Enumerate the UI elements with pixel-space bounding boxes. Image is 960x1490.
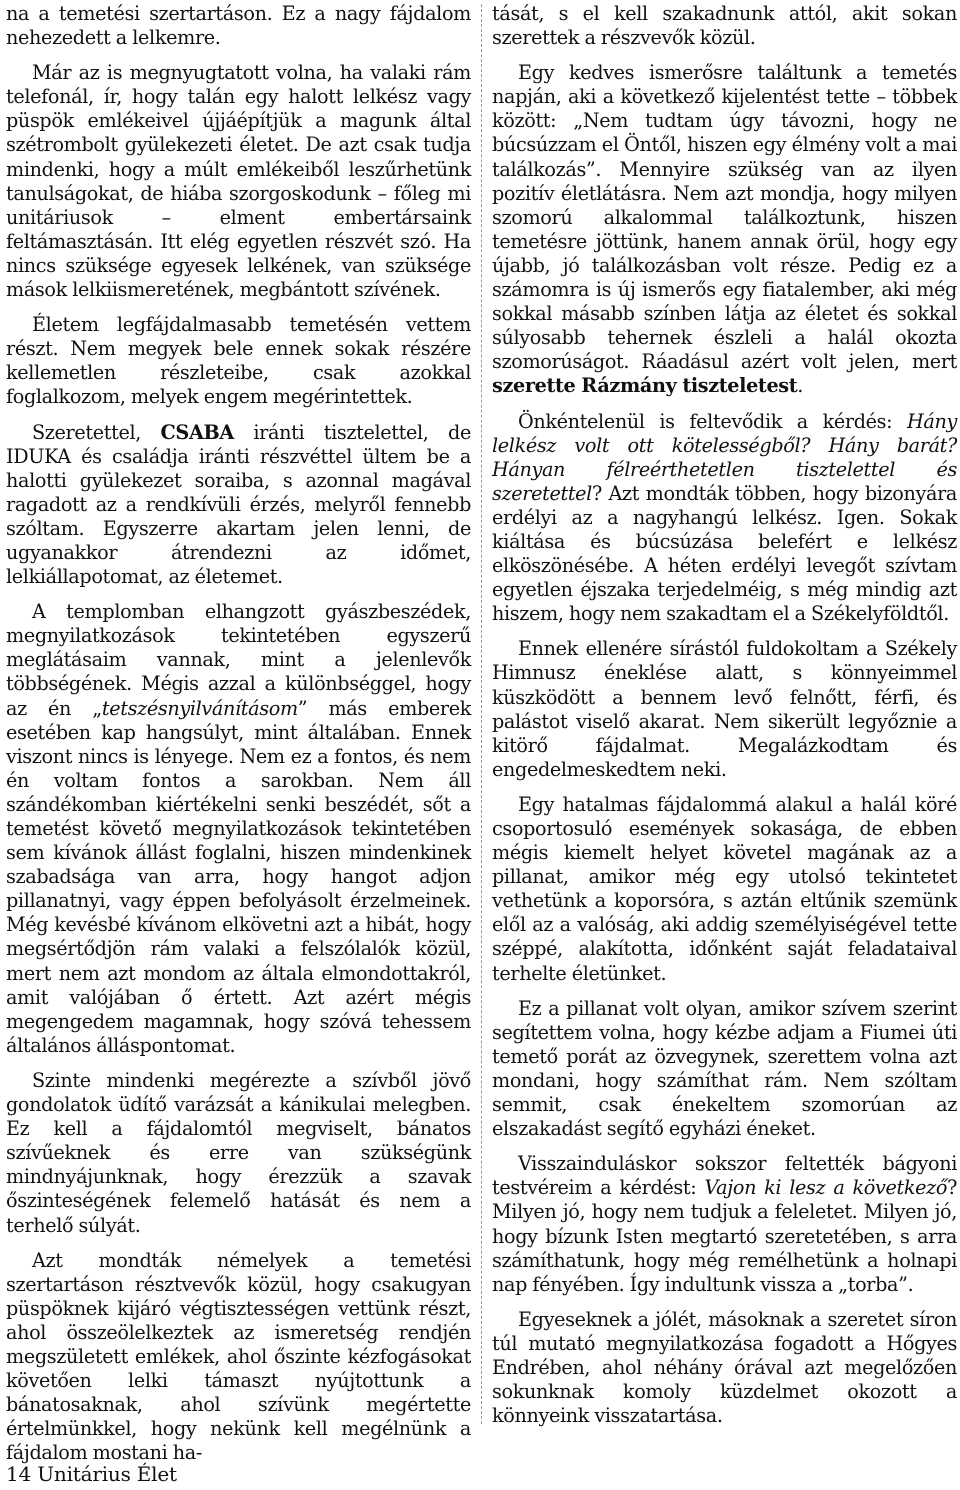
paragraph: na a temetési szertartáson. Ez a nagy fájdalom nehezedett a lelkemre.: [6, 2, 471, 50]
bold-phrase: szerette Rázmány tiszteletest: [492, 374, 798, 398]
paragraph: Egyeseknek a jólét, másoknak a szeretet síron túl mutató megnyilatkozása fogadott a Hőgyes Endrében, ahol néhány órával azt megelőzően sokunknak komoly küzdelmet okozott a könnyeink visszatartása.: [492, 1307, 957, 1428]
paragraph: tását, s el kell szakadnunk attól, akit sokan szerettek a részvevők közül.: [492, 2, 957, 50]
bold-name: CSABA: [160, 420, 234, 444]
text-span: Visszainduláskor sokszor feltették bágyoni testvéreim a kérdést:: [492, 1152, 957, 1200]
paragraph: [492, 1152, 957, 1297]
paragraph: [492, 410, 957, 627]
text-span: Szeretettel,: [32, 420, 161, 444]
page-footer: [6, 1462, 177, 1486]
paragraph: Ez a pillanat volt olyan, amikor szívem szerint segítettem volna, hogy kézbe adjam a Fiumei úti temető porát az özvegynek, szerettem volna azt mondani, hogy számíthat rám. Nem szóltam semmit, csak énekeltem szomorúan az elszakadást segítő egyházi éneket.: [492, 996, 957, 1141]
publication-name: Unitárius Élet: [37, 1462, 177, 1486]
text-span: ? Milyen jó, hogy nem tudjuk a feleletet. Milyen jó, hogy bízunk Isten megtartó szeretetében, s arra számíthatunk, hogy még remélhetünk a holnapi nap fényében. Így indultunk vissza a „torba”.: [492, 1176, 957, 1296]
paragraph: Azt mondták némelyek a temetési szertartáson résztvevők közül, hogy csakugyan püspöknek kijáró végtisztességen vettünk részt, ahol összeölelkeztek az ismeretség rendjén megszületett emlékek, ahol őszinte kézfogásokat követően lelki támaszt nyújtottunk a bánatosaknak, ahol szívünk megértette értelmünkkel, hogy nekünk kell megélnünk a fájdalom mostani ha-: [6, 1248, 471, 1465]
italic-question: Vajon ki lesz a következő: [704, 1176, 948, 1200]
paragraph: Már az is megnyugtatott volna, ha valaki rám telefonál, ír, hogy talán egy halott lelkész vagy püspök emlékeivel újjáépítjük a magunk által szétrombolt gyülekezeti életet. De azt csak tudja mindenki, hogy a múlt emlékeiből leszűrhetünk tanulságokat, de hiába szorgoskodunk – főleg mi unitáriusok – elment embertársaink feltámasztásán. Itt elég egyetlen részvét szó. Ha nincs szüksége egyesek lelkének, van szüksége mások lelkiismeretének, megbántott szívének.: [6, 61, 471, 302]
paragraph: Szinte mindenki megérezte a szívből jövő gondolatok üdítő varázsát a kánikulai melegben. Ez kell a fájdalomtól megviselt, bánatos szívűeknek és erre van szükségünk mindnyájunknak, hogy érezzük a szavak őszinteségének felemelő hatását és nem a terhelő súlyát.: [6, 1068, 471, 1237]
paragraph: Életem legfájdalmasabb temetésén vettem részt. Nem megyek bele ennek sokak részére kellemetlen részleteibe, csak azokkal foglalkozom, melyek engem megérintettek.: [6, 313, 471, 409]
text-span: ? Azt mondták többen, hogy bizonyára erdélyi az a nagyhangú lelkész. Igen. Sokak kiáltása és búcsúzása belefért e lelkész elköszönésébe. A héten erdélyi levegőt szívtam egyetlen éjszaka terjedelméig, s még mindig azt hiszem, hogy nem szakadtam el a Székelyföldtől.: [492, 481, 957, 626]
paragraph: Egy hatalmas fájdalommá alakul a halál köré csoportosuló események sokasága, de ebben mégis kiemelt helyet követel magának az a pillanat, amikor még egy utolsó tekintetet vethetünk a koporsóra, s aztán eltűnik szemünk elől az a valóság, aki addig személyiségével tette széppé, alakította, időnként saját feladataival terhelte életünket.: [492, 792, 957, 985]
paragraph: [6, 600, 471, 1058]
paragraph: [6, 421, 471, 590]
paragraph: [492, 61, 957, 398]
page-number: 14: [6, 1462, 32, 1486]
text-span: iránti tisztelettel, de IDUKA és családja iránti részvéttel ültem be a halotti gyülekezet soraiba, s azonnal magával ragadott az a rendkívüli érzés, melyről fennebb szóltam. Egyszerre akartam jelen lenni, de ugyanakkor átrendezni az időmet, lelkiállapotomat, az életemet.: [6, 420, 471, 589]
text-span: .: [797, 374, 804, 398]
text-span: Egy kedves ismerősre találtunk a temetés napján, aki a következő kijelentést tette – többek között: „Nem tudtam úgy távozni, hogy ne búcsúzzam el Öntől, hiszen egy élmény volt a mai találkozás”. Mennyire szükség van az ilyen pozitív életlátásra. Nem azt mondja, hogy milyen szomorú alkalommal találkoztunk, hiszen temetésre jöttünk, hanem annak örül, hogy egy újabb, jó találkozásban volt része. Pedig ez a számomra is új ismerős egy fiatalember, aki még sokkal másabb színben látja az életet és sokkal súlyosabb tehernek észleli a halál okozta szomorúságot. Ráadásul azért volt jelen, mert: [492, 61, 957, 374]
text-span: Önkéntelenül is feltevődik a kérdés:: [518, 409, 908, 433]
right-column: [492, 2, 957, 1439]
paragraph: Ennek ellenére sírástól fuldokoltam a Székely Himnusz éneklése alatt, s könnyeimmel küszködött a bennem levő felnőtt, férfi, és palástot viselő akarat. Nem sikerült legyőznie a kitörő fájdalmat. Megalázkodtam és engedelmeskedtem neki.: [492, 637, 957, 781]
text-span: ” más emberek esetében kap hangsúlyt, mint általában. Ennek viszont nincs is lényege. Nem ez a fontos, és nem én voltam fontos a sarokban. Nem áll szándékomban kiértékelni senki beszédét, sőt a temetést követő megnyilatkozások tekintetében sem kívánok állást foglalni, hiszen mindenkinek szabadsága van arra, hogy hangot adjon pillanatnyi, vagy éppen befolyásolt érzelmeinek. Még kevésbé kívánom elkövetni azt a hibát, hogy megsértődjön rám valaki a felszólalók közül, mert nem azt mondom az általa elmondottakról, amit valójában ő értett. Azt azért mégis megengedem magamnak, hogy szóvá tehessem általános álláspontomat.: [6, 696, 471, 1057]
left-column: [6, 2, 471, 1476]
italic-term: tetszésnyilvánításom: [101, 696, 298, 720]
text-span: A templomban elhangzott gyászbeszédek, megnyilatkozások tekintetében egyszerű meglátásaim vannak, mint a jelenlevők többségének. Mégis azzal a különbséggel, hogy az én „: [6, 600, 471, 720]
italic-question: Hány lelkész volt ott kötelességből? Hány barát? Hányan félreérthetetlen tisztelettel és szeretettel: [492, 409, 957, 505]
column-divider: [481, 4, 482, 1424]
